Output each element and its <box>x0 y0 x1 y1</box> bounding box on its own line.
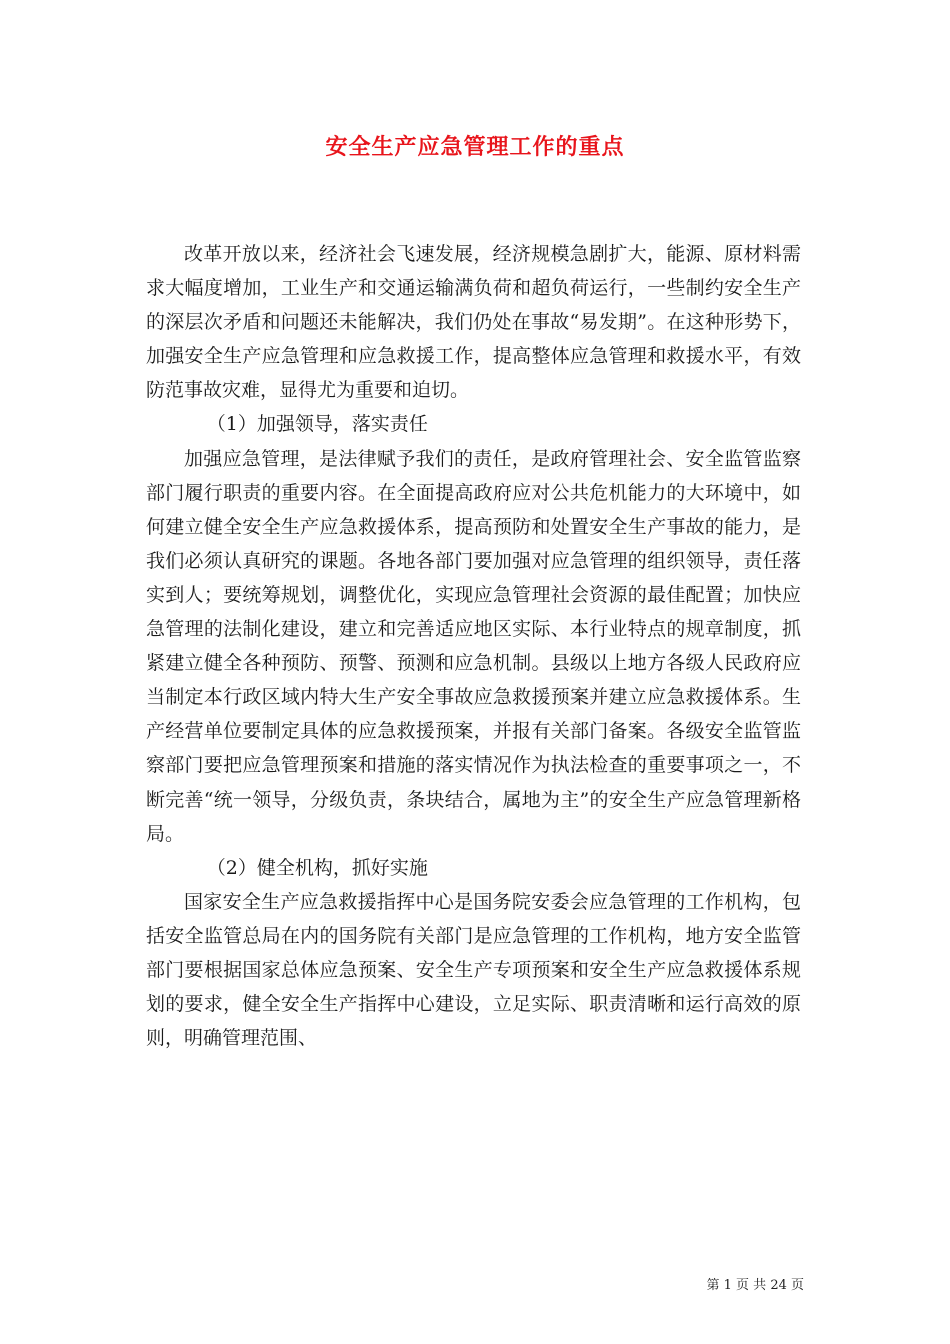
document-body <box>146 237 801 1055</box>
paragraph-intro: 改革开放以来，经济社会飞速发展，经济规模急剧扩大，能源、原材料需求大幅度增加，工业生产和交通运输满负荷和超负荷运行，一些制约安全生产的深层次矛盾和问题还未能解决，我们仍处在事故“易发期”。在这种形势下，加强安全生产应急管理和应急救援工作，提高整体应急管理和救援水平，有效防范事故灾难，显得尤为重要和迫切。 <box>146 243 801 402</box>
section-heading-2: （2）健全机构，抓好实施 <box>206 856 428 879</box>
paragraph-section-2: 国家安全生产应急救援指挥中心是国务院安委会应急管理的工作机构，包括安全监管总局在内的国务院有关部门是应急管理的工作机构，地方安全监管部门要根据国家总体应急预案、安全生产专项预案和安全生产应急救援体系规划的要求，健全安全生产指挥中心建设，立足实际、职责清晰和运行高效的原则，明确管理范围、 <box>146 890 801 1050</box>
document-title: 安全生产应急管理工作的重点 <box>325 134 625 160</box>
section-heading-1: （1）加强领导，落实责任 <box>206 413 428 436</box>
page-number: 第 1 页 共 24 页 <box>706 1278 804 1293</box>
paragraph-section-1: 加强应急管理，是法律赋予我们的责任，是政府管理社会、安全监管监察部门履行职责的重要内容。在全面提高政府应对公共危机能力的大环境中，如何建立健全安全生产应急救援体系，提高预防和处置安全生产事故的能力，是我们必须认真研究的课题。各地各部门要加强对应急管理的组织领导，责任落实到人；要统筹规划，调整优化，实现应急管理社会资源的最佳配置；加快应急管理的法制化建设，建立和完善适应地区实际、本行业特点的规章制度，抓紧建立健全各种预防、预警、预测和应急机制。县级以上地方各级人民政府应当制定本行政区域内特大生产安全事故应急救援预案并建立应急救援体系。生产经营单位要制定具体的应急救援预案，并报有关部门备案。各级安全监管监察部门要把应急管理预案和措施的落实情况作为执法检查的重要事项之一，不断完善“统一领导，分级负责，条块结合，属地为主”的安全生产应急管理新格局。 <box>146 447 801 845</box>
